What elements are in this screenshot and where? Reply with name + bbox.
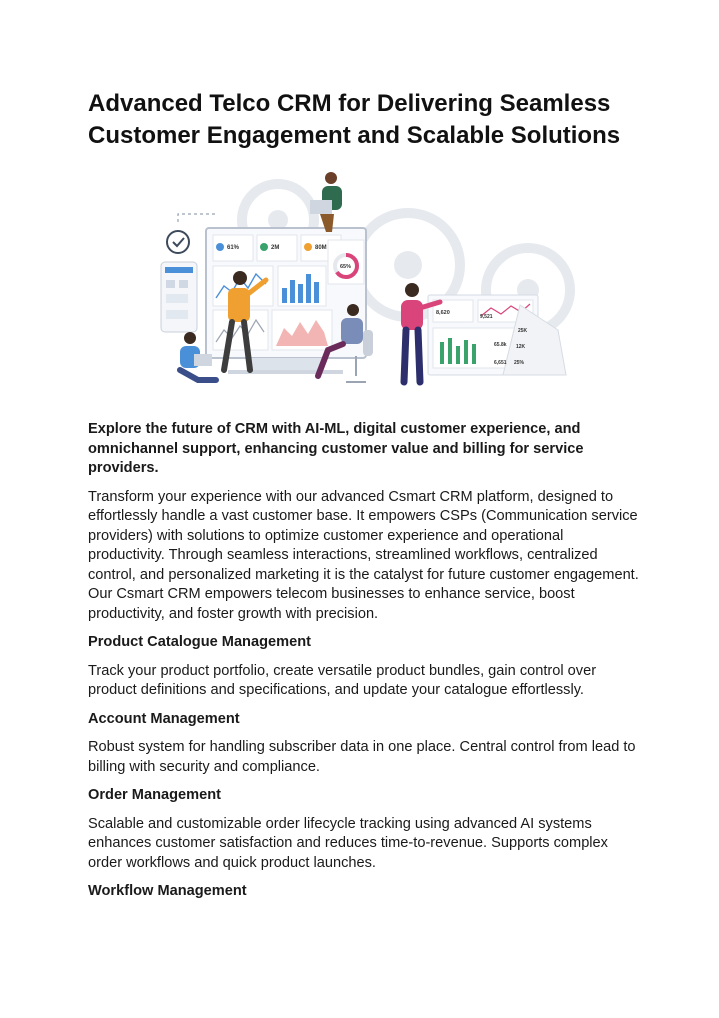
section-heading: Workflow Management: [88, 883, 247, 899]
hero-kpi: 6,651: [494, 360, 507, 366]
page-title: Advanced Telco CRM for Delivering Seamless Customer Engagement and Scalable Solutions: [88, 90, 621, 149]
hero-kpi: 8,620: [436, 310, 450, 316]
section-heading: Account Management: [88, 710, 240, 727]
hero-kpi: 61%: [227, 245, 240, 251]
hero-kpi: 65%: [340, 264, 352, 270]
article-body: [88, 420, 643, 911]
section-body: Scalable and customizable order lifecycle tracking using advanced AI systems enhances customer satisfaction and reduces time-to-revenue. Supports complex order workflows and quick product launches.: [88, 815, 608, 871]
hero-kpi: 9,521: [480, 314, 493, 320]
lead-paragraph: Explore the future of CRM with AI-ML, digital customer experience, and omnichannel support, enhancing customer value and billing for service providers.: [88, 421, 584, 476]
section-heading: Order Management: [88, 787, 221, 803]
hero-kpi: 12K: [516, 344, 526, 350]
hero-kpi: 80M: [315, 245, 327, 251]
kpi-tiles: [213, 235, 341, 261]
donut-card: [328, 240, 364, 284]
intro-paragraph: Transform your experience with our advanced Csmart CRM platform, designed to effortlessly handle a vast customer base. It empowers CSPs (Communication service providers) with solutions to optimize customer experience and operational productivity. Through seamless interactions, streamlined workflows, centralized control, and personalized marketing it is the catalyst for future customer engagement. Our Csmart CRM empowers telecom businesses to enhance service, boost productivity, and foster growth with precision.: [88, 488, 639, 622]
section-heading: Product Catalogue Management: [88, 634, 311, 650]
section-body: Robust system for handling subscriber data in one place. Central control from lead to billing with security and compliance.: [88, 739, 636, 775]
hero-kpi: 25K: [518, 328, 528, 334]
mobile-panel: [161, 262, 197, 332]
hero-kpi: 2M: [271, 245, 280, 251]
hero-illustration: [158, 170, 578, 395]
hero-kpi: 65.8k: [494, 342, 507, 348]
section-body: Track your product portfolio, create versatile product bundles, gain control over product definitions and specifications, and update your catalogue effortlessly.: [88, 662, 597, 698]
hero-kpi: 25%: [514, 360, 525, 366]
